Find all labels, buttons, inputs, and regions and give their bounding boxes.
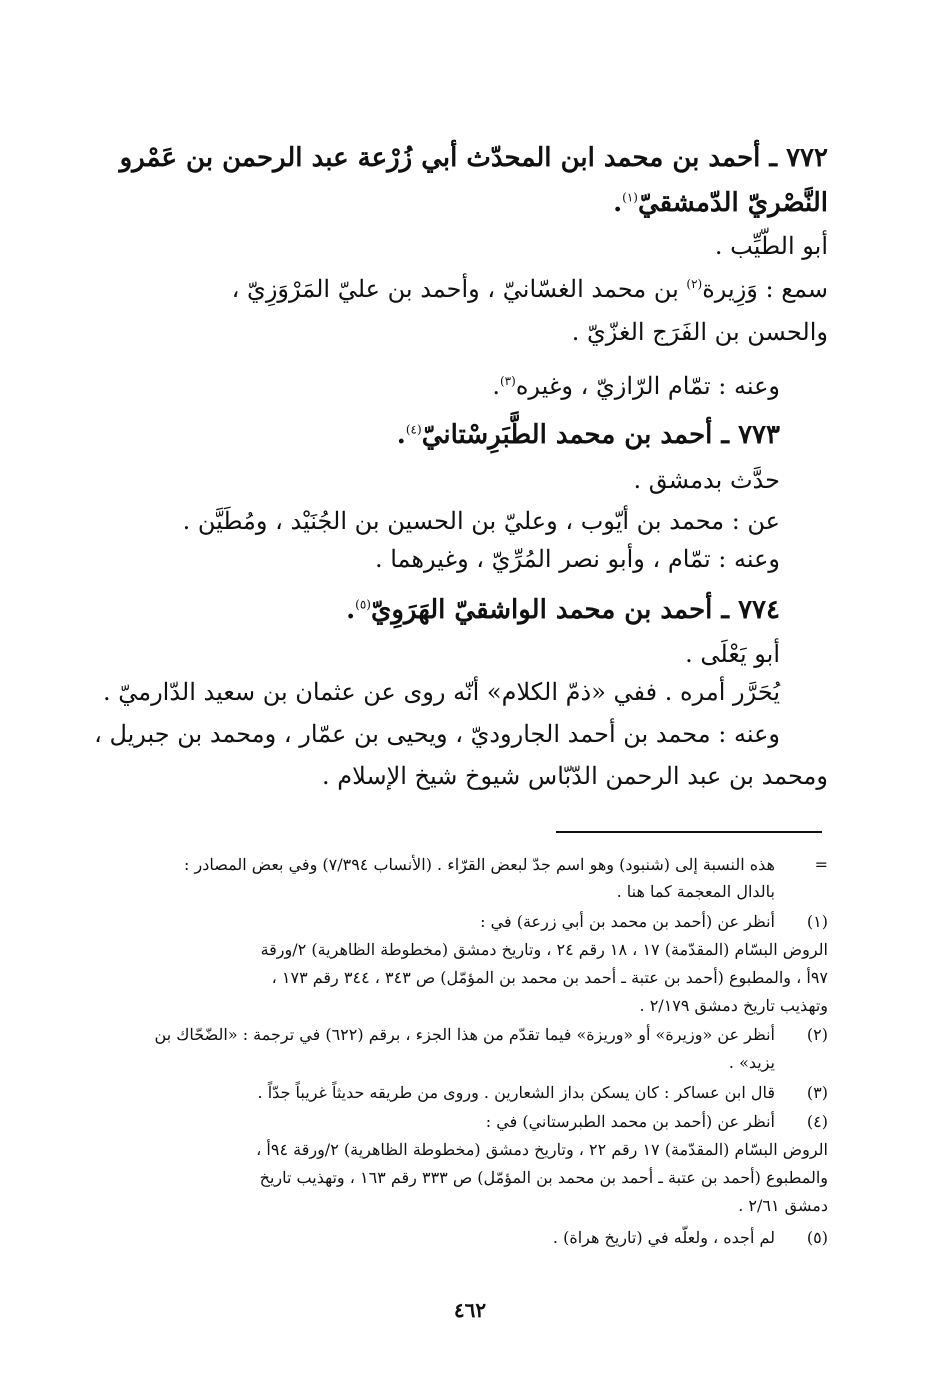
entry-772-anhu-end: . — [492, 372, 500, 400]
footnote-5-number: (٥) — [806, 1228, 828, 1247]
footnote-cont-line: بالدال المعجمة كما هنا . — [616, 882, 775, 901]
footnote-4-line: الروض البسّام (المقدّمة) ١٧ رقم ٢٢ ، وتاريخ دمشق (مخطوطة الظاهرية) ٢/ورقة ٩٤أ ، — [256, 1140, 828, 1159]
entry-774-heading-text: ٧٧٤ ـ أحمد بن محمد الواشقيّ الهَرَوِيّ — [370, 595, 780, 625]
footnote-1-number: (١) — [806, 912, 828, 931]
entry-772-anhu-text: وعنه : تمّام الرّازيّ ، وغيره — [515, 372, 780, 400]
footnote-1-line: وتهذيب تاريخ دمشق ٢/١٧٩ . — [639, 996, 828, 1015]
entry-773-heading — [100, 420, 780, 450]
footnote-1-line: أنظر عن (أحمد بن محمد بن أبي زرعة) في : — [480, 912, 775, 931]
footnote-separator — [556, 831, 822, 833]
footnote-4-line: والمطبوع (أحمد بن عتبة ـ أحمد بن محمد بن المؤمّل) ص ٣٣٣ رقم ١٦٣ ، وتهذيب تاريخ — [259, 1168, 828, 1187]
entry-774-anhu-cont: ومحمد بن عبد الرحمن الدّبّاس شيوخ شيخ الإسلام . — [322, 762, 828, 790]
footnote-marker-3: (٣) — [499, 374, 516, 388]
entry-772-heading-text: ٧٧٢ ـ أحمد بن محمد ابن المحدّث أبي زُرْعة عبد الرحمن بن عَمْرو — [119, 143, 828, 173]
footnote-3-number: (٣) — [806, 1083, 828, 1102]
entry-773-heading-end: . — [396, 420, 406, 450]
footnote-3-line: قال ابن عساكر : كان يسكن بداز الشعارين . وروى من طريقه حديثاً غريباً جدّاً . — [257, 1083, 775, 1102]
entry-774-kunya: أبو يَعْلَى . — [685, 640, 780, 668]
footnote-marker-2: (٢) — [686, 277, 703, 291]
entry-773-anhu: وعنه : تمّام ، وأبو نصر المُرِّيّ ، وغيرهما . — [374, 545, 780, 573]
entry-772-kunya: أبو الطّيِّب . — [714, 232, 828, 260]
entry-772-anhu — [100, 372, 780, 400]
entry-772-heading-end: . — [613, 188, 623, 218]
footnote-2-line: يزيد» . — [728, 1053, 775, 1072]
entry-772-sami — [100, 275, 828, 303]
footnote-cont-marker: = — [814, 855, 828, 874]
entry-772-heading-cont — [100, 188, 828, 218]
entry-772-heading — [100, 143, 828, 173]
entry-774-yuharrar: يُحَرَّر أمره . ففي «ذمّ الكلام» أنّه روى عن عثمان بن سعيد الدّارميّ . — [102, 678, 780, 706]
entry-774-heading — [100, 595, 780, 625]
entry-772-sami-a: سمع : وَزِيرة — [702, 275, 828, 303]
footnote-1-line: ٩٧أ ، والمطبوع (أحمد بن عتبة ـ أحمد بن محمد بن المؤمّل) ص ٣٤٣ ، ٣٤٤ رقم ١٧٣ ، — [271, 968, 828, 987]
entry-774-heading-end: . — [346, 595, 356, 625]
footnote-marker-5: (٥) — [355, 597, 371, 612]
footnote-1-line: الروض البسّام (المقدّمة) ١٧ ، ١٨ رقم ٢٤ ، وتاريخ دمشق (مخطوطة الظاهرية) ٢/ورقة — [260, 940, 828, 959]
entry-773-an: عن : محمد بن أيّوب ، وعليّ بن الحسين بن الجُنَيْد ، ومُطَيَّن . — [182, 507, 780, 535]
page-number: ٤٦٢ — [453, 1298, 487, 1322]
entry-772-sami-cont: والحسن بن الفَرَج الغزّيّ . — [571, 318, 828, 346]
footnote-4-number: (٤) — [806, 1112, 828, 1131]
footnote-marker-4: (٤) — [405, 422, 422, 437]
entry-773-haddath: حدَّث بدمشق . — [633, 466, 780, 494]
footnote-4-line: دمشق ٢/٦١ . — [738, 1196, 828, 1215]
entry-774-anhu: وعنه : محمد بن أحمد الجاروديّ ، ويحيى بن عمّار ، ومحمد بن جبريل ، — [94, 720, 780, 748]
footnote-marker-1: (١) — [622, 190, 638, 205]
entry-773-heading-text: ٧٧٣ ـ أحمد بن محمد الطَّبَرِسْتانيّ — [421, 420, 780, 450]
footnote-2-line: أنظر عن «وزيرة» أو «وريزة» فيما تقدّم من هذا الجزء ، برقم (٦٢٢) في ترجمة : «الضّحّاك بن — [154, 1025, 775, 1044]
entry-772-heading-cont-text: النَّصْريّ الدّمشقيّ — [637, 188, 828, 218]
footnote-2-number: (٢) — [806, 1025, 828, 1044]
footnote-5-line: لم أجده ، ولعلّه في (تاريخ هراة) . — [552, 1228, 775, 1247]
footnote-cont-line: هذه النسبة إلى (شنبود) وهو اسم جدّ لبعض القرّاء . (الأنساب ٧/٣٩٤) وفي بعض المصادر : — [183, 855, 775, 874]
entry-772-sami-b: بن محمد الغسّانيّ ، وأحمد بن عليّ المَرْوَزِيّ ، — [231, 275, 687, 303]
footnote-4-line: أنظر عن (أحمد بن محمد الطبرستاني) في : — [485, 1112, 775, 1131]
